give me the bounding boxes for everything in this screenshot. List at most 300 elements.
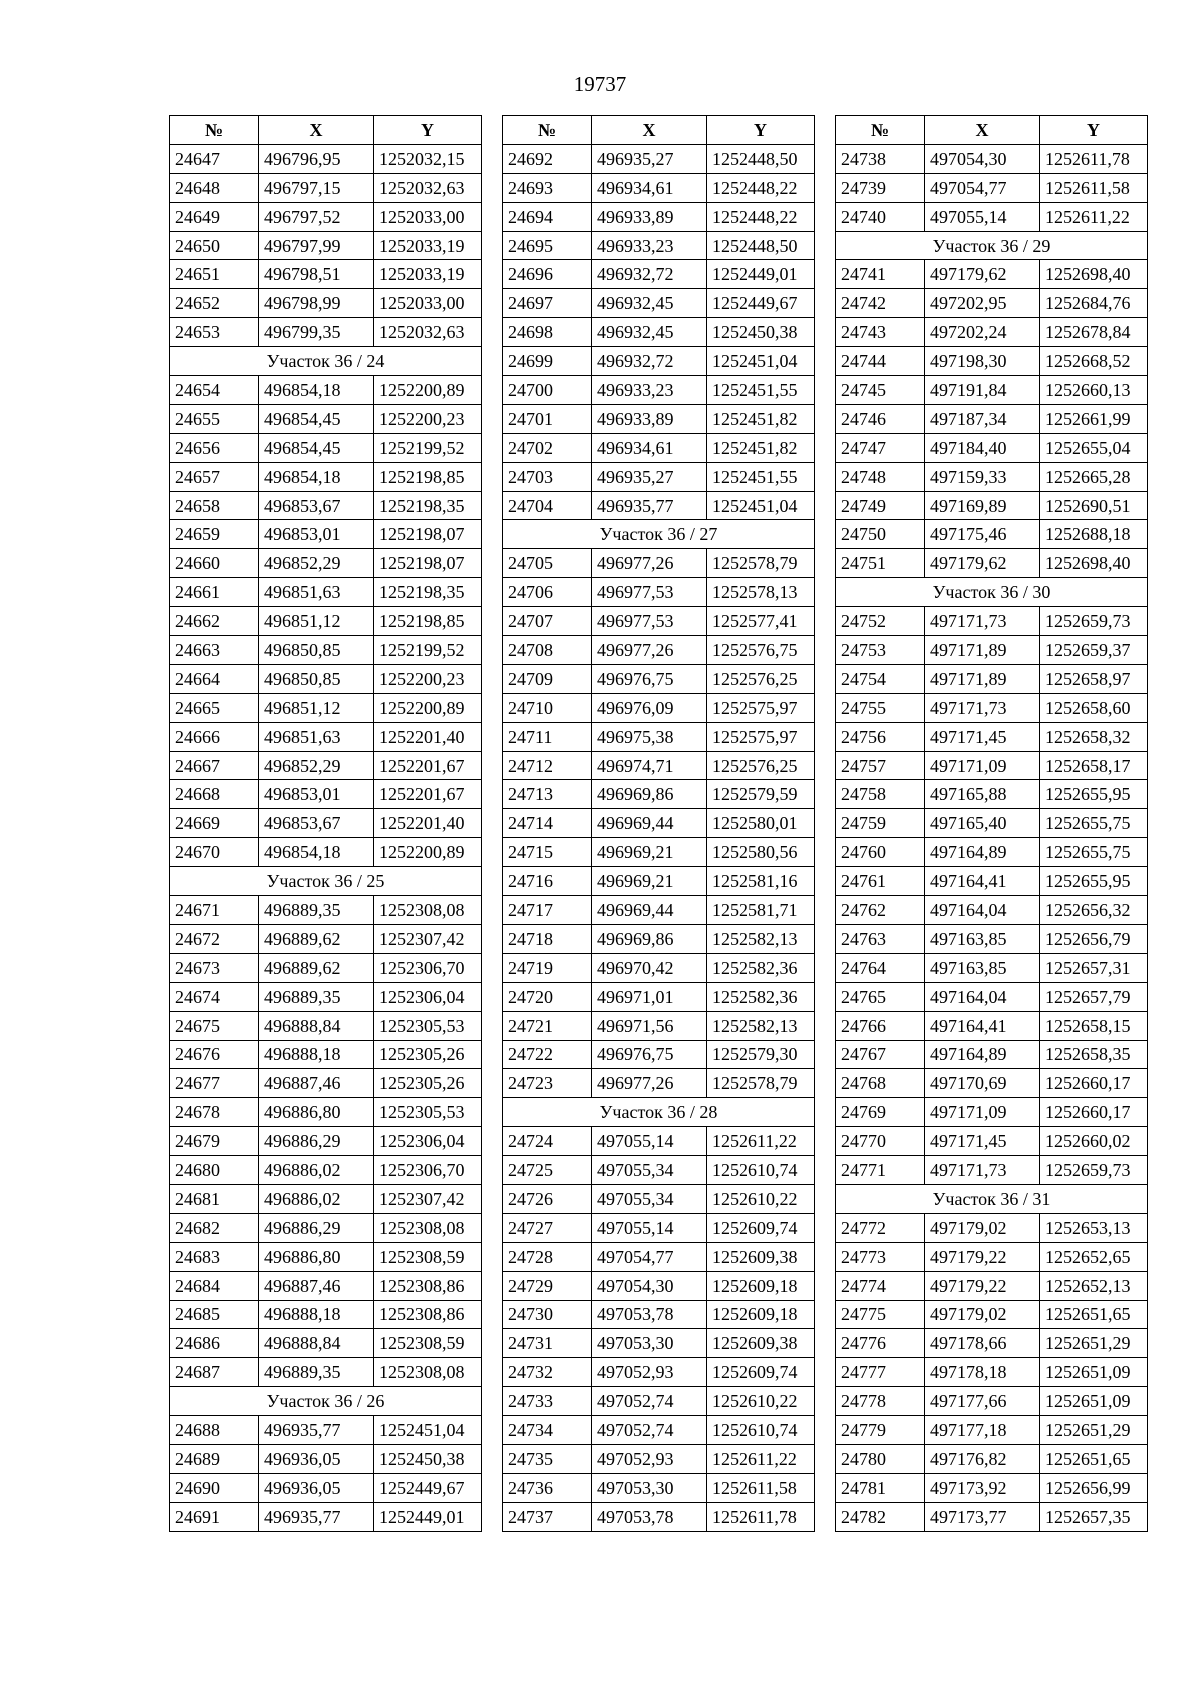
y-coordinate-cell: 1252198,07 bbox=[374, 549, 482, 578]
point-number-cell: 24688 bbox=[170, 1416, 259, 1445]
point-number-cell: 24679 bbox=[170, 1127, 259, 1156]
x-coordinate-cell: 496933,89 bbox=[592, 404, 707, 433]
x-coordinate-cell: 497177,18 bbox=[925, 1416, 1040, 1445]
table-row bbox=[836, 462, 1148, 491]
y-coordinate-cell: 1252655,04 bbox=[1040, 433, 1148, 462]
page-number: 19737 bbox=[573, 72, 627, 96]
point-number-cell: 24665 bbox=[170, 693, 259, 722]
table-row bbox=[170, 1271, 482, 1300]
y-coordinate-cell: 1252651,29 bbox=[1040, 1329, 1148, 1358]
y-coordinate-cell: 1252658,15 bbox=[1040, 1011, 1148, 1040]
point-number-cell: 24687 bbox=[170, 1358, 259, 1387]
y-coordinate-cell: 1252198,35 bbox=[374, 578, 482, 607]
point-number-cell: 24774 bbox=[836, 1271, 925, 1300]
point-number-cell: 24710 bbox=[503, 693, 592, 722]
y-coordinate-cell: 1252659,73 bbox=[1040, 1156, 1148, 1185]
point-number-cell: 24717 bbox=[503, 896, 592, 925]
x-coordinate-cell: 496850,85 bbox=[259, 664, 374, 693]
table-row bbox=[836, 1329, 1148, 1358]
point-number-cell: 24755 bbox=[836, 693, 925, 722]
point-number-cell: 24686 bbox=[170, 1329, 259, 1358]
table-row bbox=[503, 1011, 815, 1040]
table-row bbox=[503, 289, 815, 318]
header-x: X bbox=[592, 116, 707, 145]
x-coordinate-cell: 497171,45 bbox=[925, 722, 1040, 751]
x-coordinate-cell: 496934,61 bbox=[592, 173, 707, 202]
x-coordinate-cell: 497165,40 bbox=[925, 809, 1040, 838]
x-coordinate-cell: 497164,04 bbox=[925, 982, 1040, 1011]
table-row bbox=[503, 1271, 815, 1300]
y-coordinate-cell: 1252308,08 bbox=[374, 1213, 482, 1242]
table-row bbox=[503, 1473, 815, 1502]
point-number-cell: 24733 bbox=[503, 1387, 592, 1416]
y-coordinate-cell: 1252609,18 bbox=[707, 1300, 815, 1329]
table-row bbox=[503, 751, 815, 780]
y-coordinate-cell: 1252652,13 bbox=[1040, 1271, 1148, 1300]
x-coordinate-cell: 496886,80 bbox=[259, 1242, 374, 1271]
x-coordinate-cell: 497171,09 bbox=[925, 751, 1040, 780]
point-number-cell: 24696 bbox=[503, 260, 592, 289]
point-number-cell: 24677 bbox=[170, 1069, 259, 1098]
x-coordinate-cell: 496888,84 bbox=[259, 1011, 374, 1040]
y-coordinate-cell: 1252657,31 bbox=[1040, 953, 1148, 982]
point-number-cell: 24655 bbox=[170, 404, 259, 433]
x-coordinate-cell: 496888,84 bbox=[259, 1329, 374, 1358]
header-number: № bbox=[170, 116, 259, 145]
x-coordinate-cell: 496975,38 bbox=[592, 722, 707, 751]
y-coordinate-cell: 1252451,55 bbox=[707, 376, 815, 405]
y-coordinate-cell: 1252308,86 bbox=[374, 1271, 482, 1300]
x-coordinate-cell: 496935,27 bbox=[592, 462, 707, 491]
x-coordinate-cell: 497053,78 bbox=[592, 1502, 707, 1531]
y-coordinate-cell: 1252307,42 bbox=[374, 1184, 482, 1213]
y-coordinate-cell: 1252656,99 bbox=[1040, 1473, 1148, 1502]
x-coordinate-cell: 497054,77 bbox=[592, 1242, 707, 1271]
point-number-cell: 24692 bbox=[503, 144, 592, 173]
table-row bbox=[170, 1502, 482, 1531]
table-row bbox=[836, 1040, 1148, 1069]
y-coordinate-cell: 1252580,56 bbox=[707, 838, 815, 867]
table-row bbox=[170, 1329, 482, 1358]
y-coordinate-cell: 1252653,13 bbox=[1040, 1213, 1148, 1242]
table-row bbox=[836, 144, 1148, 173]
y-coordinate-cell: 1252575,97 bbox=[707, 722, 815, 751]
y-coordinate-cell: 1252611,22 bbox=[1040, 202, 1148, 231]
x-coordinate-cell: 497178,18 bbox=[925, 1358, 1040, 1387]
x-coordinate-cell: 496854,45 bbox=[259, 404, 374, 433]
table-row bbox=[170, 376, 482, 405]
point-number-cell: 24754 bbox=[836, 664, 925, 693]
table-row bbox=[170, 520, 482, 549]
section-title: Участок 36 / 25 bbox=[170, 867, 482, 896]
table-row bbox=[503, 867, 815, 896]
x-coordinate-cell: 496974,71 bbox=[592, 751, 707, 780]
point-number-cell: 24650 bbox=[170, 231, 259, 260]
table-row bbox=[503, 1040, 815, 1069]
point-number-cell: 24700 bbox=[503, 376, 592, 405]
section-title: Участок 36 / 30 bbox=[836, 578, 1148, 607]
x-coordinate-cell: 497052,74 bbox=[592, 1387, 707, 1416]
x-coordinate-cell: 496799,35 bbox=[259, 318, 374, 347]
point-number-cell: 24675 bbox=[170, 1011, 259, 1040]
table-row bbox=[503, 1502, 815, 1531]
point-number-cell: 24750 bbox=[836, 520, 925, 549]
x-coordinate-cell: 496935,77 bbox=[259, 1502, 374, 1531]
y-coordinate-cell: 1252200,89 bbox=[374, 376, 482, 405]
coordinate-table bbox=[169, 115, 482, 1532]
y-coordinate-cell: 1252611,22 bbox=[707, 1444, 815, 1473]
table-row bbox=[836, 1387, 1148, 1416]
point-number-cell: 24664 bbox=[170, 664, 259, 693]
y-coordinate-cell: 1252305,26 bbox=[374, 1040, 482, 1069]
x-coordinate-cell: 497169,89 bbox=[925, 491, 1040, 520]
y-coordinate-cell: 1252576,25 bbox=[707, 664, 815, 693]
x-coordinate-cell: 497171,45 bbox=[925, 1127, 1040, 1156]
y-coordinate-cell: 1252033,19 bbox=[374, 231, 482, 260]
table-row bbox=[836, 1271, 1148, 1300]
table-row bbox=[836, 809, 1148, 838]
point-number-cell: 24690 bbox=[170, 1473, 259, 1502]
table-row bbox=[170, 953, 482, 982]
table-row bbox=[503, 376, 815, 405]
table-row bbox=[836, 953, 1148, 982]
point-number-cell: 24678 bbox=[170, 1098, 259, 1127]
y-coordinate-cell: 1252308,86 bbox=[374, 1300, 482, 1329]
y-coordinate-cell: 1252200,89 bbox=[374, 693, 482, 722]
point-number-cell: 24660 bbox=[170, 549, 259, 578]
x-coordinate-cell: 496886,29 bbox=[259, 1213, 374, 1242]
point-number-cell: 24724 bbox=[503, 1127, 592, 1156]
point-number-cell: 24702 bbox=[503, 433, 592, 462]
table-row bbox=[170, 491, 482, 520]
point-number-cell: 24674 bbox=[170, 982, 259, 1011]
x-coordinate-cell: 497171,73 bbox=[925, 1156, 1040, 1185]
y-coordinate-cell: 1252665,28 bbox=[1040, 462, 1148, 491]
y-coordinate-cell: 1252450,38 bbox=[374, 1444, 482, 1473]
y-coordinate-cell: 1252450,38 bbox=[707, 318, 815, 347]
y-coordinate-cell: 1252578,13 bbox=[707, 578, 815, 607]
table-row bbox=[836, 896, 1148, 925]
table-row bbox=[170, 1213, 482, 1242]
x-coordinate-cell: 497179,02 bbox=[925, 1300, 1040, 1329]
point-number-cell: 24740 bbox=[836, 202, 925, 231]
point-number-cell: 24719 bbox=[503, 953, 592, 982]
table-row bbox=[503, 347, 815, 376]
y-coordinate-cell: 1252611,58 bbox=[1040, 173, 1148, 202]
section-row bbox=[836, 231, 1148, 260]
point-number-cell: 24775 bbox=[836, 1300, 925, 1329]
x-coordinate-cell: 496889,35 bbox=[259, 1358, 374, 1387]
x-coordinate-cell: 496889,35 bbox=[259, 982, 374, 1011]
table-row bbox=[170, 318, 482, 347]
table-row bbox=[836, 289, 1148, 318]
point-number-cell: 24773 bbox=[836, 1242, 925, 1271]
y-coordinate-cell: 1252451,82 bbox=[707, 433, 815, 462]
y-coordinate-cell: 1252688,18 bbox=[1040, 520, 1148, 549]
point-number-cell: 24689 bbox=[170, 1444, 259, 1473]
table-row bbox=[836, 173, 1148, 202]
y-coordinate-cell: 1252582,36 bbox=[707, 982, 815, 1011]
y-coordinate-cell: 1252305,53 bbox=[374, 1098, 482, 1127]
y-coordinate-cell: 1252651,09 bbox=[1040, 1358, 1148, 1387]
table-row bbox=[170, 549, 482, 578]
table-row bbox=[836, 318, 1148, 347]
y-coordinate-cell: 1252576,75 bbox=[707, 636, 815, 665]
point-number-cell: 24739 bbox=[836, 173, 925, 202]
x-coordinate-cell: 497175,46 bbox=[925, 520, 1040, 549]
header-row bbox=[170, 116, 482, 145]
x-coordinate-cell: 496854,18 bbox=[259, 838, 374, 867]
y-coordinate-cell: 1252576,25 bbox=[707, 751, 815, 780]
table-row bbox=[503, 578, 815, 607]
table-row bbox=[170, 838, 482, 867]
point-number-cell: 24714 bbox=[503, 809, 592, 838]
y-coordinate-cell: 1252308,08 bbox=[374, 1358, 482, 1387]
point-number-cell: 24680 bbox=[170, 1156, 259, 1185]
y-coordinate-cell: 1252658,35 bbox=[1040, 1040, 1148, 1069]
y-coordinate-cell: 1252201,40 bbox=[374, 809, 482, 838]
x-coordinate-cell: 497055,14 bbox=[592, 1213, 707, 1242]
point-number-cell: 24757 bbox=[836, 751, 925, 780]
table-row bbox=[836, 1213, 1148, 1242]
header-row bbox=[836, 116, 1148, 145]
y-coordinate-cell: 1252449,67 bbox=[374, 1473, 482, 1502]
x-coordinate-cell: 497171,89 bbox=[925, 664, 1040, 693]
table-row bbox=[170, 693, 482, 722]
y-coordinate-cell: 1252306,70 bbox=[374, 953, 482, 982]
table-row bbox=[836, 260, 1148, 289]
x-coordinate-cell: 496889,62 bbox=[259, 953, 374, 982]
point-number-cell: 24666 bbox=[170, 722, 259, 751]
point-number-cell: 24782 bbox=[836, 1502, 925, 1531]
table-row bbox=[503, 318, 815, 347]
point-number-cell: 24659 bbox=[170, 520, 259, 549]
y-coordinate-cell: 1252451,55 bbox=[707, 462, 815, 491]
y-coordinate-cell: 1252198,85 bbox=[374, 462, 482, 491]
table-row bbox=[170, 231, 482, 260]
table-row bbox=[170, 1473, 482, 1502]
point-number-cell: 24706 bbox=[503, 578, 592, 607]
point-number-cell: 24758 bbox=[836, 780, 925, 809]
x-coordinate-cell: 496886,80 bbox=[259, 1098, 374, 1127]
point-number-cell: 24656 bbox=[170, 433, 259, 462]
table-row bbox=[170, 664, 482, 693]
table-row bbox=[170, 1444, 482, 1473]
x-coordinate-cell: 497177,66 bbox=[925, 1387, 1040, 1416]
point-number-cell: 24762 bbox=[836, 896, 925, 925]
y-coordinate-cell: 1252033,00 bbox=[374, 289, 482, 318]
x-coordinate-cell: 496851,12 bbox=[259, 693, 374, 722]
section-row bbox=[836, 1184, 1148, 1213]
table-row bbox=[836, 751, 1148, 780]
table-row bbox=[503, 491, 815, 520]
x-coordinate-cell: 496976,09 bbox=[592, 693, 707, 722]
y-coordinate-cell: 1252609,74 bbox=[707, 1213, 815, 1242]
x-coordinate-cell: 497178,66 bbox=[925, 1329, 1040, 1358]
section-title: Участок 36 / 29 bbox=[836, 231, 1148, 260]
point-number-cell: 24693 bbox=[503, 173, 592, 202]
y-coordinate-cell: 1252200,89 bbox=[374, 838, 482, 867]
y-coordinate-cell: 1252661,99 bbox=[1040, 404, 1148, 433]
table-row bbox=[836, 1011, 1148, 1040]
x-coordinate-cell: 496932,72 bbox=[592, 347, 707, 376]
x-coordinate-cell: 497054,30 bbox=[925, 144, 1040, 173]
x-coordinate-cell: 497171,09 bbox=[925, 1098, 1040, 1127]
coordinate-table bbox=[502, 115, 815, 1532]
point-number-cell: 24669 bbox=[170, 809, 259, 838]
table-body bbox=[170, 144, 482, 1531]
y-coordinate-cell: 1252659,37 bbox=[1040, 636, 1148, 665]
y-coordinate-cell: 1252655,95 bbox=[1040, 867, 1148, 896]
y-coordinate-cell: 1252657,79 bbox=[1040, 982, 1148, 1011]
x-coordinate-cell: 497170,69 bbox=[925, 1069, 1040, 1098]
x-coordinate-cell: 497055,14 bbox=[592, 1127, 707, 1156]
point-number-cell: 24726 bbox=[503, 1184, 592, 1213]
y-coordinate-cell: 1252652,65 bbox=[1040, 1242, 1148, 1271]
point-number-cell: 24694 bbox=[503, 202, 592, 231]
table-row bbox=[836, 722, 1148, 751]
table-row bbox=[170, 578, 482, 607]
y-coordinate-cell: 1252451,04 bbox=[707, 347, 815, 376]
y-coordinate-cell: 1252579,59 bbox=[707, 780, 815, 809]
table-row bbox=[170, 1011, 482, 1040]
table-row bbox=[836, 202, 1148, 231]
y-coordinate-cell: 1252582,13 bbox=[707, 1011, 815, 1040]
x-coordinate-cell: 497171,89 bbox=[925, 636, 1040, 665]
y-coordinate-cell: 1252032,15 bbox=[374, 144, 482, 173]
x-coordinate-cell: 496969,86 bbox=[592, 924, 707, 953]
table-row bbox=[836, 1444, 1148, 1473]
point-number-cell: 24718 bbox=[503, 924, 592, 953]
x-coordinate-cell: 496969,86 bbox=[592, 780, 707, 809]
point-number-cell: 24756 bbox=[836, 722, 925, 751]
x-coordinate-cell: 496936,05 bbox=[259, 1444, 374, 1473]
y-coordinate-cell: 1252449,01 bbox=[707, 260, 815, 289]
point-number-cell: 24753 bbox=[836, 636, 925, 665]
y-coordinate-cell: 1252448,50 bbox=[707, 231, 815, 260]
point-number-cell: 24684 bbox=[170, 1271, 259, 1300]
y-coordinate-cell: 1252308,08 bbox=[374, 896, 482, 925]
section-title: Участок 36 / 24 bbox=[170, 347, 482, 376]
point-number-cell: 24683 bbox=[170, 1242, 259, 1271]
table-row bbox=[170, 1098, 482, 1127]
y-coordinate-cell: 1252305,26 bbox=[374, 1069, 482, 1098]
table-row bbox=[836, 347, 1148, 376]
section-row bbox=[836, 578, 1148, 607]
x-coordinate-cell: 497179,22 bbox=[925, 1271, 1040, 1300]
table-row bbox=[503, 924, 815, 953]
point-number-cell: 24654 bbox=[170, 376, 259, 405]
x-coordinate-cell: 497165,88 bbox=[925, 780, 1040, 809]
x-coordinate-cell: 497202,24 bbox=[925, 318, 1040, 347]
y-coordinate-cell: 1252656,79 bbox=[1040, 924, 1148, 953]
point-number-cell: 24725 bbox=[503, 1156, 592, 1185]
x-coordinate-cell: 497202,95 bbox=[925, 289, 1040, 318]
table-row bbox=[503, 173, 815, 202]
x-coordinate-cell: 496977,26 bbox=[592, 549, 707, 578]
y-coordinate-cell: 1252660,17 bbox=[1040, 1098, 1148, 1127]
table-row bbox=[836, 433, 1148, 462]
y-coordinate-cell: 1252451,04 bbox=[707, 491, 815, 520]
table-row bbox=[503, 1300, 815, 1329]
x-coordinate-cell: 497191,84 bbox=[925, 376, 1040, 405]
table-row bbox=[836, 636, 1148, 665]
y-coordinate-cell: 1252651,09 bbox=[1040, 1387, 1148, 1416]
y-coordinate-cell: 1252611,78 bbox=[707, 1502, 815, 1531]
table-row bbox=[836, 1098, 1148, 1127]
y-coordinate-cell: 1252611,22 bbox=[707, 1127, 815, 1156]
point-number-cell: 24722 bbox=[503, 1040, 592, 1069]
x-coordinate-cell: 496796,95 bbox=[259, 144, 374, 173]
table-row bbox=[503, 1156, 815, 1185]
x-coordinate-cell: 496969,21 bbox=[592, 838, 707, 867]
table-row bbox=[170, 173, 482, 202]
y-coordinate-cell: 1252668,52 bbox=[1040, 347, 1148, 376]
y-coordinate-cell: 1252610,22 bbox=[707, 1184, 815, 1213]
point-number-cell: 24685 bbox=[170, 1300, 259, 1329]
table-row bbox=[503, 1242, 815, 1271]
table-row bbox=[503, 809, 815, 838]
x-coordinate-cell: 496798,51 bbox=[259, 260, 374, 289]
x-coordinate-cell: 496854,18 bbox=[259, 462, 374, 491]
x-coordinate-cell: 496889,62 bbox=[259, 924, 374, 953]
point-number-cell: 24708 bbox=[503, 636, 592, 665]
y-coordinate-cell: 1252690,51 bbox=[1040, 491, 1148, 520]
x-coordinate-cell: 497163,85 bbox=[925, 953, 1040, 982]
x-coordinate-cell: 497055,34 bbox=[592, 1156, 707, 1185]
x-coordinate-cell: 497179,62 bbox=[925, 549, 1040, 578]
table-row bbox=[170, 982, 482, 1011]
table-row bbox=[170, 462, 482, 491]
y-coordinate-cell: 1252611,78 bbox=[1040, 144, 1148, 173]
x-coordinate-cell: 497179,02 bbox=[925, 1213, 1040, 1242]
x-coordinate-cell: 497164,89 bbox=[925, 838, 1040, 867]
table-row bbox=[836, 1156, 1148, 1185]
table-row bbox=[836, 404, 1148, 433]
table-row bbox=[503, 549, 815, 578]
y-coordinate-cell: 1252651,29 bbox=[1040, 1416, 1148, 1445]
table-row bbox=[503, 202, 815, 231]
point-number-cell: 24746 bbox=[836, 404, 925, 433]
section-title: Участок 36 / 27 bbox=[503, 520, 815, 549]
point-number-cell: 24778 bbox=[836, 1387, 925, 1416]
y-coordinate-cell: 1252581,71 bbox=[707, 896, 815, 925]
y-coordinate-cell: 1252306,04 bbox=[374, 982, 482, 1011]
x-coordinate-cell: 497164,04 bbox=[925, 896, 1040, 925]
y-coordinate-cell: 1252580,01 bbox=[707, 809, 815, 838]
point-number-cell: 24667 bbox=[170, 751, 259, 780]
x-coordinate-cell: 496977,53 bbox=[592, 578, 707, 607]
table-row bbox=[836, 1069, 1148, 1098]
table-row bbox=[503, 693, 815, 722]
x-coordinate-cell: 496854,18 bbox=[259, 376, 374, 405]
point-number-cell: 24752 bbox=[836, 607, 925, 636]
point-number-cell: 24738 bbox=[836, 144, 925, 173]
table-row bbox=[170, 924, 482, 953]
point-number-cell: 24780 bbox=[836, 1444, 925, 1473]
point-number-cell: 24648 bbox=[170, 173, 259, 202]
table-row bbox=[170, 1300, 482, 1329]
point-number-cell: 24701 bbox=[503, 404, 592, 433]
section-row bbox=[503, 520, 815, 549]
table-row bbox=[503, 953, 815, 982]
table-row bbox=[836, 924, 1148, 953]
table-row bbox=[170, 1127, 482, 1156]
x-coordinate-cell: 496798,99 bbox=[259, 289, 374, 318]
x-coordinate-cell: 496933,23 bbox=[592, 376, 707, 405]
table-row bbox=[503, 1358, 815, 1387]
point-number-cell: 24779 bbox=[836, 1416, 925, 1445]
